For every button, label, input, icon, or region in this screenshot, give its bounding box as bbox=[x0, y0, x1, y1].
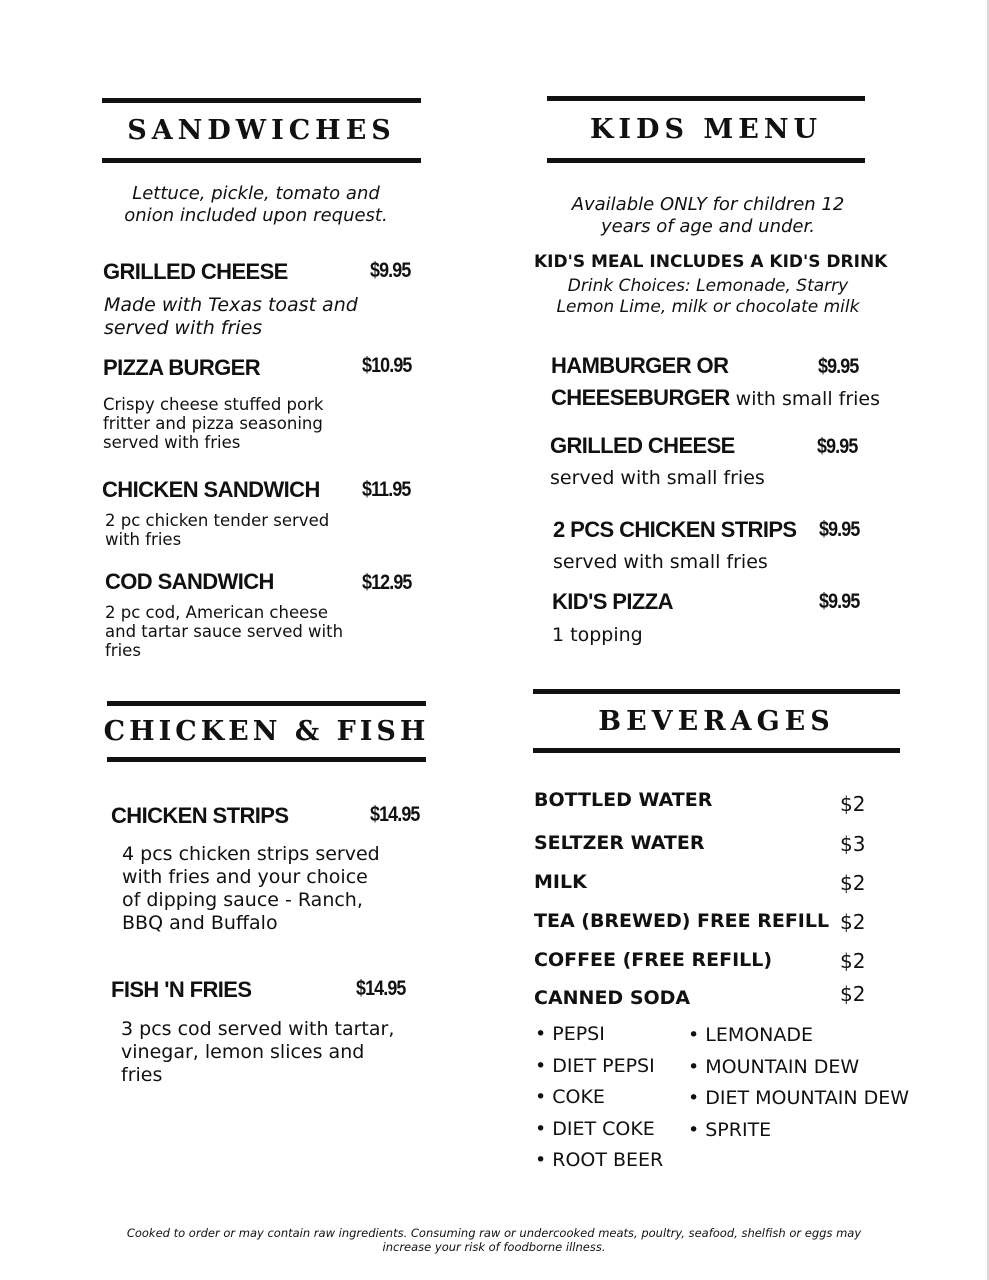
kids-note bbox=[547, 194, 869, 238]
desc-line: vinegar, lemon slices and bbox=[121, 1041, 365, 1063]
beverage-price: $2 bbox=[840, 910, 866, 934]
menu-item-name: 2 PCS CHICKEN STRIPS bbox=[553, 517, 797, 542]
menu-item-description bbox=[121, 1018, 421, 1087]
menu-item-description bbox=[104, 294, 404, 340]
desc-line: fritter and pizza seasoning bbox=[103, 414, 323, 433]
soda-item: • SPRITE bbox=[688, 1118, 772, 1141]
beverage-name: TEA (BREWED) FREE REFILL bbox=[534, 910, 830, 932]
soda-item: • COKE bbox=[535, 1086, 605, 1108]
menu-item-name-line2 bbox=[551, 385, 880, 411]
menu-item-description: 1 topping bbox=[552, 624, 643, 646]
desc-line: 4 pcs chicken strips served bbox=[122, 843, 380, 865]
sandwiches-note-line1: Lettuce, pickle, tomato and bbox=[132, 183, 380, 204]
menu-item-name: COD SANDWICH bbox=[105, 569, 274, 594]
kids-menu-title: KIDS MENU bbox=[589, 114, 823, 145]
menu-item-name: GRILLED CHEESE bbox=[550, 433, 735, 458]
menu-item-description bbox=[122, 843, 412, 935]
desc-line: fries bbox=[121, 1064, 163, 1086]
drink-choices-line1: Drink Choices: Lemonade, Starry bbox=[567, 276, 849, 296]
menu-item-name: CHICKEN STRIPS bbox=[111, 803, 289, 828]
beverage-price: $2 bbox=[840, 792, 866, 816]
menu-item-price: $14.95 bbox=[356, 977, 406, 1000]
menu-item-price: $14.95 bbox=[370, 803, 420, 826]
desc-line: of dipping sauce - Ranch, bbox=[122, 889, 363, 911]
soda-list-left bbox=[535, 1019, 663, 1177]
beverage-price: $2 bbox=[840, 949, 866, 973]
drink-choices-line2: Lemon Lime, milk or chocolate milk bbox=[556, 297, 860, 317]
sandwiches-header bbox=[102, 98, 421, 163]
menu-item-price: $9.95 bbox=[818, 355, 859, 378]
footer-line1: Cooked to order or may contain raw ingredients. Consuming raw or undercooked meats, poultry, seafood, shelfish or eggs may bbox=[126, 1226, 862, 1240]
menu-item-name: GRILLED CHEESE bbox=[103, 259, 288, 284]
beverage-price: $2 bbox=[840, 982, 866, 1006]
soda-item: • LEMONADE bbox=[688, 1024, 814, 1046]
kids-note-line1: Available ONLY for children 12 bbox=[571, 194, 845, 215]
beverage-name: SELTZER WATER bbox=[534, 832, 705, 854]
beverage-name: CANNED SODA bbox=[534, 987, 691, 1009]
beverage-price: $2 bbox=[840, 871, 866, 895]
menu-item-description: served with small fries bbox=[553, 551, 768, 573]
soda-item: • PEPSI bbox=[535, 1023, 605, 1045]
footer-disclaimer bbox=[60, 1226, 928, 1254]
desc-line: 3 pcs cod served with tartar, bbox=[121, 1018, 395, 1040]
beverage-name: COFFEE (FREE REFILL) bbox=[534, 949, 773, 971]
desc-line: served with fries bbox=[103, 433, 241, 452]
menu-item-name: CHEESEBURGER bbox=[551, 385, 730, 410]
sandwiches-note-line2: onion included upon request. bbox=[124, 205, 388, 226]
sandwiches-note bbox=[102, 183, 410, 227]
menu-item-description bbox=[105, 511, 365, 549]
beverage-price: $3 bbox=[840, 832, 866, 856]
beverage-name: MILK bbox=[534, 871, 587, 893]
desc-line: served with fries bbox=[104, 317, 263, 339]
sandwiches-title: SANDWICHES bbox=[127, 115, 396, 146]
kids-menu-header bbox=[547, 96, 865, 163]
menu-item-price: $11.95 bbox=[362, 478, 411, 501]
menu-item-price: $9.95 bbox=[819, 518, 860, 541]
desc-line: with fries and your choice bbox=[122, 866, 368, 888]
menu-item-name: FISH 'N FRIES bbox=[111, 977, 252, 1002]
kids-drink-choices bbox=[530, 276, 886, 318]
soda-item: • DIET PEPSI bbox=[535, 1054, 655, 1077]
kids-meal-includes: KID'S MEAL INCLUDES A KID'S DRINK bbox=[534, 252, 888, 272]
menu-item-description bbox=[103, 395, 363, 452]
kids-note-line2: years of age and under. bbox=[601, 216, 815, 237]
menu-item-name: KID'S PIZZA bbox=[552, 589, 673, 614]
soda-item: • DIET MOUNTAIN DEW bbox=[688, 1087, 910, 1109]
menu-item-name: PIZZA BURGER bbox=[103, 355, 260, 380]
beverage-name: BOTTLED WATER bbox=[534, 789, 713, 811]
menu-item-description: served with small fries bbox=[550, 467, 765, 489]
menu-item-price: $9.95 bbox=[370, 259, 411, 282]
menu-item-price: $9.95 bbox=[819, 590, 860, 613]
beverages-header bbox=[533, 689, 900, 753]
desc-line: BBQ and Buffalo bbox=[122, 912, 278, 934]
menu-item-name: HAMBURGER OR bbox=[551, 353, 729, 378]
chicken-fish-header bbox=[103, 701, 430, 762]
menu-item-description: with small fries bbox=[729, 388, 881, 410]
desc-line: 2 pc cod, American cheese bbox=[105, 603, 329, 622]
menu-item-price: $9.95 bbox=[817, 435, 858, 458]
beverages-title: BEVERAGES bbox=[598, 705, 835, 737]
soda-item: • ROOT BEER bbox=[535, 1149, 664, 1171]
soda-list-right bbox=[688, 1020, 909, 1146]
desc-line: and tartar sauce served with bbox=[105, 622, 344, 641]
desc-line: fries bbox=[105, 641, 141, 660]
menu-item-price: $10.95 bbox=[362, 354, 412, 377]
menu-item-description bbox=[105, 603, 375, 660]
footer-line2: increase your risk of foodborne illness. bbox=[382, 1240, 606, 1254]
desc-line: with fries bbox=[105, 530, 182, 549]
menu-item-price: $12.95 bbox=[362, 571, 412, 594]
chicken-fish-title: CHICKEN & FISH bbox=[103, 716, 430, 747]
desc-line: Made with Texas toast and bbox=[104, 294, 358, 316]
desc-line: Crispy cheese stuffed pork bbox=[103, 395, 324, 414]
soda-item: • MOUNTAIN DEW bbox=[688, 1055, 860, 1078]
menu-item-name: CHICKEN SANDWICH bbox=[102, 477, 320, 502]
desc-line: 2 pc chicken tender served bbox=[105, 511, 330, 530]
soda-item: • DIET COKE bbox=[535, 1117, 655, 1140]
